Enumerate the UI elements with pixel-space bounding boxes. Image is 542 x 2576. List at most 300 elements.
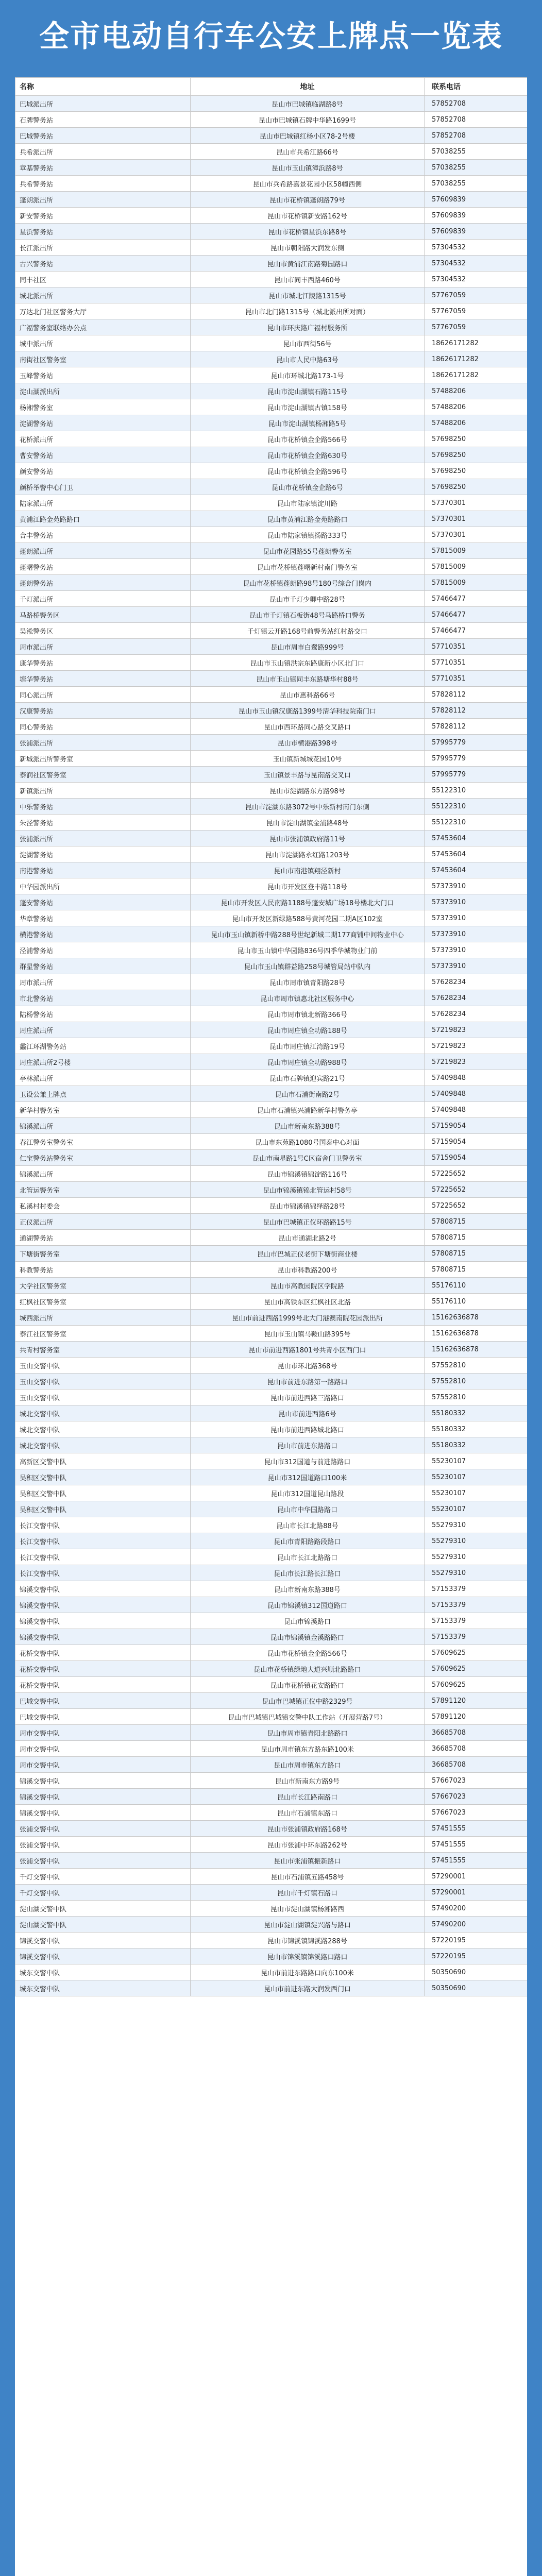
table-row xyxy=(15,1869,528,1885)
name-cell: 万达北门社区警务大厅 xyxy=(15,303,191,319)
table-row xyxy=(15,894,528,910)
address-cell: 昆山市巴城镇石牌中华路1699号 xyxy=(191,112,425,128)
phone-cell: 55180332 xyxy=(425,1421,528,1437)
table-row xyxy=(15,1597,528,1613)
name-cell: 淀山湖交警中队 xyxy=(15,1917,191,1933)
phone-cell: 57808715 xyxy=(425,1246,528,1262)
address-cell: 昆山市科教路200号 xyxy=(191,1262,425,1278)
name-cell: 淀山湖派出所 xyxy=(15,383,191,399)
phone-cell: 18626171282 xyxy=(425,367,528,383)
name-cell: 淀山湖交警中队 xyxy=(15,1901,191,1917)
name-cell: 陆杨警务站 xyxy=(15,1006,191,1022)
phone-cell: 57219823 xyxy=(425,1054,528,1070)
table-row xyxy=(15,1549,528,1565)
address-cell: 昆山市周市白鹭路999号 xyxy=(191,639,425,655)
table-row xyxy=(15,176,528,192)
table-row xyxy=(15,415,528,431)
address-cell: 玉山镇新城城花园10号 xyxy=(191,751,425,767)
name-cell: 亭林派出所 xyxy=(15,1070,191,1086)
phone-cell: 57667023 xyxy=(425,1805,528,1821)
name-cell: 吴淞警务区 xyxy=(15,623,191,639)
name-cell: 锦溪交警中队 xyxy=(15,1597,191,1613)
phone-cell: 57219823 xyxy=(425,1022,528,1038)
name-cell: 泰润社区警务室 xyxy=(15,767,191,783)
police-station-table-sheet xyxy=(15,77,527,2576)
address-cell: 昆山市前进西路6号 xyxy=(191,1405,425,1421)
address-cell: 昆山市石浦镇五路458号 xyxy=(191,1869,425,1885)
name-cell: 南港警务站 xyxy=(15,862,191,878)
name-cell: 周市交警中队 xyxy=(15,1757,191,1773)
table-row xyxy=(15,1038,528,1054)
address-cell: 昆山市玉山镇马鞍山路395号 xyxy=(191,1326,425,1342)
name-cell: 城北交警中队 xyxy=(15,1405,191,1421)
phone-cell: 57609625 xyxy=(425,1661,528,1677)
phone-cell: 55279310 xyxy=(425,1533,528,1549)
address-cell: 昆山市惠科路66号 xyxy=(191,687,425,703)
address-cell: 昆山市南港镇翔泾新村 xyxy=(191,862,425,878)
address-cell: 昆山市周市镇东方路东路100米 xyxy=(191,1741,425,1757)
table-row xyxy=(15,1901,528,1917)
address-cell: 昆山市前进东路路口向东100米 xyxy=(191,1964,425,1980)
table-row xyxy=(15,1805,528,1821)
name-cell: 花桥交警中队 xyxy=(15,1645,191,1661)
name-cell: 泰江社区警务室 xyxy=(15,1326,191,1342)
address-cell: 昆山市环北路368号 xyxy=(191,1358,425,1374)
address-cell: 昆山市开发区人民南路1188号蓬安城广场18号楼北大门口 xyxy=(191,894,425,910)
phone-cell: 57220195 xyxy=(425,1948,528,1964)
name-cell: 长江交警中队 xyxy=(15,1517,191,1533)
name-cell: 星浜警务站 xyxy=(15,224,191,240)
name-cell: 蓬朗警务站 xyxy=(15,575,191,591)
address-cell: 昆山市312国道路口100米 xyxy=(191,1469,425,1485)
table-row xyxy=(15,1757,528,1773)
address-cell: 昆山市长江北路88号 xyxy=(191,1517,425,1533)
table-row xyxy=(15,862,528,878)
phone-cell: 57995779 xyxy=(425,735,528,751)
table-row xyxy=(15,1342,528,1358)
address-cell: 昆山市开发区新绿路588号黄河花园二期A区102室 xyxy=(191,910,425,926)
phone-cell: 57153379 xyxy=(425,1581,528,1597)
name-cell: 千灯派出所 xyxy=(15,591,191,607)
table-row xyxy=(15,479,528,495)
phone-cell: 57490200 xyxy=(425,1901,528,1917)
page-title: 全市电动自行车公安上牌点一览表 xyxy=(39,19,503,54)
name-cell: 城东交警中队 xyxy=(15,1980,191,1996)
table-row xyxy=(15,319,528,335)
name-cell: 章基警务站 xyxy=(15,160,191,176)
table-row xyxy=(15,735,528,751)
table-row xyxy=(15,639,528,655)
name-cell: 黄浦江路金苑路路口 xyxy=(15,511,191,527)
table-row xyxy=(15,1437,528,1453)
table-row xyxy=(15,1389,528,1405)
phone-cell: 55230107 xyxy=(425,1485,528,1501)
name-cell: 吴积区交警中队 xyxy=(15,1485,191,1501)
address-cell: 昆山市锦溪镇锦淀路116号 xyxy=(191,1166,425,1182)
name-cell: 马路桥警务区 xyxy=(15,607,191,623)
name-cell: 花桥派出所 xyxy=(15,431,191,447)
table-row xyxy=(15,511,528,527)
phone-cell: 55279310 xyxy=(425,1517,528,1533)
name-cell: 巴城交警中队 xyxy=(15,1693,191,1709)
phone-cell: 55230107 xyxy=(425,1453,528,1469)
address-cell: 昆山市千灯少卿中路28号 xyxy=(191,591,425,607)
table-row xyxy=(15,1964,528,1980)
phone-cell: 57710351 xyxy=(425,655,528,671)
address-cell: 昆山市花桥镇绿地大道兴顺北路路口 xyxy=(191,1661,425,1677)
phone-cell: 57609625 xyxy=(425,1677,528,1693)
table-row xyxy=(15,1070,528,1086)
address-cell: 昆山市巴城镇正仪中路2329号 xyxy=(191,1693,425,1709)
name-cell: 周市交警中队 xyxy=(15,1741,191,1757)
phone-cell: 36685708 xyxy=(425,1725,528,1741)
address-cell: 昆山市周庄镇江湾路19号 xyxy=(191,1038,425,1054)
address-cell: 昆山市花桥镇花安路路口 xyxy=(191,1677,425,1693)
address-cell: 昆山市玉山镇洪宗东路康新小区北门口 xyxy=(191,655,425,671)
phone-cell: 36685708 xyxy=(425,1757,528,1773)
phone-cell: 57225652 xyxy=(425,1166,528,1182)
name-cell: 花桥交警中队 xyxy=(15,1677,191,1693)
table-row xyxy=(15,1054,528,1070)
table-row xyxy=(15,1709,528,1725)
address-cell: 昆山市人民中路63号 xyxy=(191,351,425,367)
name-cell: 汉康警务站 xyxy=(15,703,191,719)
phone-cell: 57373910 xyxy=(425,926,528,942)
phone-cell: 15162636878 xyxy=(425,1326,528,1342)
table-row xyxy=(15,1485,528,1501)
table-row xyxy=(15,1533,528,1549)
phone-cell: 18626171282 xyxy=(425,335,528,351)
name-cell: 玉山交警中队 xyxy=(15,1374,191,1389)
name-cell: 巴城交警中队 xyxy=(15,1709,191,1725)
table-row xyxy=(15,1310,528,1326)
phone-cell: 57373910 xyxy=(425,878,528,894)
name-cell: 通湖警务站 xyxy=(15,1230,191,1246)
table-row xyxy=(15,399,528,415)
name-cell: 新华村警务室 xyxy=(15,1102,191,1118)
phone-cell: 57038255 xyxy=(425,144,528,160)
table-row xyxy=(15,1629,528,1645)
phone-cell: 57995779 xyxy=(425,767,528,783)
name-cell: 中华园派出所 xyxy=(15,878,191,894)
address-cell: 昆山市东苑路1080号国泰中心对面 xyxy=(191,1134,425,1150)
address-cell: 昆山市玉山镇漳浜路8号 xyxy=(191,160,425,176)
name-cell: 兵希派出所 xyxy=(15,144,191,160)
name-cell: 锦溪交警中队 xyxy=(15,1805,191,1821)
phone-cell: 57808715 xyxy=(425,1262,528,1278)
address-cell: 昆山市长江北路路口 xyxy=(191,1549,425,1565)
name-cell: 吴积区交警中队 xyxy=(15,1501,191,1517)
phone-cell: 55122310 xyxy=(425,799,528,815)
phone-cell: 57698250 xyxy=(425,463,528,479)
table-row xyxy=(15,431,528,447)
phone-cell: 50350690 xyxy=(425,1964,528,1980)
table-row xyxy=(15,351,528,367)
table-row xyxy=(15,1262,528,1278)
name-cell: 锦溪派出所 xyxy=(15,1118,191,1134)
address-cell: 昆山市巴城镇正仪环路路15号 xyxy=(191,1214,425,1230)
address-cell: 昆山市玉山镇中华园路836号四季华城物业门前 xyxy=(191,942,425,958)
table-row xyxy=(15,575,528,591)
phone-cell: 55122310 xyxy=(425,783,528,799)
phone-cell: 57153379 xyxy=(425,1597,528,1613)
table-row xyxy=(15,1725,528,1741)
phone-cell: 57609839 xyxy=(425,208,528,224)
address-cell: 昆山市同丰西路460号 xyxy=(191,272,425,287)
address-cell: 昆山市花桥镇新安路162号 xyxy=(191,208,425,224)
name-cell: 群星警务站 xyxy=(15,958,191,974)
name-cell: 红枫社区警务室 xyxy=(15,1294,191,1310)
table-row xyxy=(15,655,528,671)
table-row xyxy=(15,958,528,974)
name-cell: 锦溪交警中队 xyxy=(15,1629,191,1645)
phone-cell: 57609625 xyxy=(425,1645,528,1661)
address-cell: 昆山市黄浦江路金苑路路口 xyxy=(191,511,425,527)
address-cell: 昆山市石浦街南路2号 xyxy=(191,1086,425,1102)
table-row xyxy=(15,1022,528,1038)
table-row xyxy=(15,1102,528,1118)
address-cell: 昆山市环城北路173-1号 xyxy=(191,367,425,383)
phone-cell: 57995779 xyxy=(425,751,528,767)
name-cell: 兵希警务站 xyxy=(15,176,191,192)
name-cell: 同丰社区 xyxy=(15,272,191,287)
name-cell: 新镇派出所 xyxy=(15,783,191,799)
phone-cell: 57290001 xyxy=(425,1869,528,1885)
police-station-table xyxy=(15,77,527,1996)
table-row xyxy=(15,383,528,399)
address-cell: 昆山市淀山湖镇杨湘路西 xyxy=(191,1901,425,1917)
name-cell: 锦溪交警中队 xyxy=(15,1581,191,1597)
phone-cell: 55176110 xyxy=(425,1294,528,1310)
table-row xyxy=(15,1134,528,1150)
address-cell: 玉山镇景丰路与昆南路交叉口 xyxy=(191,767,425,783)
address-cell: 昆山市黄浦江南路菊园路口 xyxy=(191,256,425,272)
table-row xyxy=(15,287,528,303)
table-row xyxy=(15,1166,528,1182)
name-cell: 春江警务室警务室 xyxy=(15,1134,191,1150)
address-cell: 昆山市横港路398号 xyxy=(191,735,425,751)
name-cell: 张浦交警中队 xyxy=(15,1837,191,1853)
address-cell: 昆山市长江路南路口 xyxy=(191,1789,425,1805)
address-cell: 昆山市花桥镇星浜东路8号 xyxy=(191,224,425,240)
table-row xyxy=(15,1326,528,1342)
phone-cell: 57815009 xyxy=(425,575,528,591)
address-cell: 昆山市高铁东区红枫社区北路 xyxy=(191,1294,425,1310)
address-cell: 昆山市石浦镇兴浦路新华村警务亭 xyxy=(191,1102,425,1118)
name-cell: 合丰警务站 xyxy=(15,527,191,543)
table-row xyxy=(15,1006,528,1022)
table-row xyxy=(15,527,528,543)
address-cell: 昆山市花园路55号蓬朗警务室 xyxy=(191,543,425,559)
phone-cell: 57159054 xyxy=(425,1118,528,1134)
address-cell: 昆山市高教园院区学院路 xyxy=(191,1278,425,1294)
name-cell: 新城派出所警务室 xyxy=(15,751,191,767)
address-cell: 昆山市淀湖路永红路1203号 xyxy=(191,846,425,862)
name-cell: 蓬曙警务站 xyxy=(15,559,191,575)
table-row xyxy=(15,703,528,719)
phone-cell: 57828112 xyxy=(425,687,528,703)
phone-cell: 55279310 xyxy=(425,1549,528,1565)
address-cell: 昆山市巴城正仪老街下塘街商业楼 xyxy=(191,1246,425,1262)
table-row xyxy=(15,160,528,176)
phone-cell: 57828112 xyxy=(425,719,528,735)
phone-cell: 15162636878 xyxy=(425,1310,528,1326)
name-cell: 锦溪交警中队 xyxy=(15,1933,191,1948)
table-row xyxy=(15,1645,528,1661)
name-cell: 千灯交警中队 xyxy=(15,1885,191,1901)
phone-cell: 57552810 xyxy=(425,1358,528,1374)
name-cell: 玉山交警中队 xyxy=(15,1389,191,1405)
table-row xyxy=(15,1948,528,1964)
address-cell: 昆山市城北江陵路1315号 xyxy=(191,287,425,303)
phone-cell: 57304532 xyxy=(425,272,528,287)
phone-cell: 57370301 xyxy=(425,495,528,511)
name-cell: 锦溪交警中队 xyxy=(15,1613,191,1629)
table-row xyxy=(15,671,528,687)
table-row xyxy=(15,1837,528,1853)
address-cell: 昆山市长江路长江路口 xyxy=(191,1565,425,1581)
address-cell: 昆山市南星路1号C区宿舍门卫警务室 xyxy=(191,1150,425,1166)
phone-cell: 57370301 xyxy=(425,527,528,543)
address-cell: 昆山市兵希江路66号 xyxy=(191,144,425,160)
table-row xyxy=(15,1661,528,1677)
address-cell: 昆山市锦溪镇312国道路口 xyxy=(191,1597,425,1613)
table-header-row xyxy=(15,78,528,96)
table-row xyxy=(15,799,528,815)
address-cell: 昆山市锦溪路口 xyxy=(191,1613,425,1629)
name-cell: 卫设公兼上牌点 xyxy=(15,1086,191,1102)
name-cell: 长江派出所 xyxy=(15,240,191,256)
name-cell: 玉山交警中队 xyxy=(15,1358,191,1374)
name-cell: 陆家派出所 xyxy=(15,495,191,511)
table-row xyxy=(15,926,528,942)
table-row xyxy=(15,1741,528,1757)
phone-cell: 55279310 xyxy=(425,1565,528,1581)
phone-cell: 57710351 xyxy=(425,671,528,687)
phone-cell: 55230107 xyxy=(425,1469,528,1485)
name-cell: 周市交警中队 xyxy=(15,1725,191,1741)
table-row xyxy=(15,990,528,1006)
table-row xyxy=(15,719,528,735)
phone-cell: 57808715 xyxy=(425,1214,528,1230)
address-cell: 昆山市花桥镇蓬朗路79号 xyxy=(191,192,425,208)
table-row xyxy=(15,256,528,272)
phone-cell: 57628234 xyxy=(425,974,528,990)
phone-cell: 55230107 xyxy=(425,1501,528,1517)
table-row xyxy=(15,128,528,144)
table-row xyxy=(15,1677,528,1693)
phone-cell: 57552810 xyxy=(425,1374,528,1389)
address-cell: 昆山市前进西路1801号共青小区西门口 xyxy=(191,1342,425,1358)
table-row xyxy=(15,1405,528,1421)
phone-cell: 55122310 xyxy=(425,815,528,831)
table-row xyxy=(15,303,528,319)
name-cell: 城西派出所 xyxy=(15,1310,191,1326)
phone-cell: 57220195 xyxy=(425,1933,528,1948)
address-cell: 昆山市张浦镇政府路168号 xyxy=(191,1821,425,1837)
table-row xyxy=(15,878,528,894)
address-cell: 昆山市开发区登丰路118号 xyxy=(191,878,425,894)
name-cell: 吴积区交警中队 xyxy=(15,1469,191,1485)
table-row xyxy=(15,1453,528,1469)
address-cell: 昆山市前进西路1999号北大门港澳南院花园派出所 xyxy=(191,1310,425,1326)
name-cell: 同心派出所 xyxy=(15,687,191,703)
column-header-phone: 联系电话 xyxy=(425,78,528,96)
name-cell: 长江交警中队 xyxy=(15,1533,191,1549)
address-cell: 昆山市石牌镇迎宾路21号 xyxy=(191,1070,425,1086)
name-cell: 康华警务站 xyxy=(15,655,191,671)
address-cell: 昆山市花桥镇金企路566号 xyxy=(191,431,425,447)
address-cell: 昆山市新南东方路9号 xyxy=(191,1773,425,1789)
address-cell: 昆山市周庄镇全功路988号 xyxy=(191,1054,425,1070)
phone-cell: 57609839 xyxy=(425,192,528,208)
address-cell: 昆山市玉山镇群益路258号城管局站中队内 xyxy=(191,958,425,974)
name-cell: 锦溪派出所 xyxy=(15,1166,191,1182)
name-cell: 城中派出所 xyxy=(15,335,191,351)
address-cell: 昆山市千灯镇石板街48号马路桥口警务 xyxy=(191,607,425,623)
phone-cell: 57609839 xyxy=(425,224,528,240)
name-cell: 广福警务室联络办公点 xyxy=(15,319,191,335)
name-cell: 张浦交警中队 xyxy=(15,1821,191,1837)
address-cell: 昆山市兵希路嘉景花园小区58幢西侧 xyxy=(191,176,425,192)
phone-cell: 57466477 xyxy=(425,591,528,607)
name-cell: 石牌警务站 xyxy=(15,112,191,128)
phone-cell: 57159054 xyxy=(425,1134,528,1150)
phone-cell: 57409848 xyxy=(425,1102,528,1118)
address-cell: 昆山市花桥镇蓬曙新村南门警务室 xyxy=(191,559,425,575)
name-cell: 颜安警务站 xyxy=(15,463,191,479)
table-row xyxy=(15,1885,528,1901)
name-cell: 周市派出所 xyxy=(15,639,191,655)
phone-cell: 57453604 xyxy=(425,846,528,862)
phone-cell: 57373910 xyxy=(425,942,528,958)
name-cell: 科教警务站 xyxy=(15,1262,191,1278)
table-row xyxy=(15,1182,528,1198)
table-row xyxy=(15,767,528,783)
address-cell: 昆山市312国道昆山路段 xyxy=(191,1485,425,1501)
table-row xyxy=(15,495,528,511)
address-cell: 昆山市张浦中环东路262号 xyxy=(191,1837,425,1853)
address-cell: 昆山市新南东路388号 xyxy=(191,1581,425,1597)
address-cell: 昆山市玉山镇新桥中路288号世纪新城二期177商铺中间物业中心 xyxy=(191,926,425,942)
address-cell: 昆山市通湖北路2号 xyxy=(191,1230,425,1246)
table-row xyxy=(15,240,528,256)
address-cell: 昆山市淀山湖镇杨湘路5号 xyxy=(191,415,425,431)
table-row xyxy=(15,623,528,639)
name-cell: 张浦派出所 xyxy=(15,735,191,751)
name-cell: 玉峰警务站 xyxy=(15,367,191,383)
address-cell: 昆山市锦溪镇锦溪路口路口 xyxy=(191,1948,425,1964)
phone-cell: 57159054 xyxy=(425,1150,528,1166)
name-cell: 中乐警务站 xyxy=(15,799,191,815)
name-cell: 长江交警中队 xyxy=(15,1565,191,1581)
table-row xyxy=(15,1469,528,1485)
name-cell: 巴城派出所 xyxy=(15,96,191,112)
address-cell: 昆山市青阳路路段路口 xyxy=(191,1533,425,1549)
name-cell: 北管运警务室 xyxy=(15,1182,191,1198)
address-cell: 昆山市淀山湖镇淀兴路与路口 xyxy=(191,1917,425,1933)
column-header-name: 名称 xyxy=(15,78,191,96)
table-row xyxy=(15,1118,528,1134)
table-row xyxy=(15,831,528,846)
name-cell: 塘华警务站 xyxy=(15,671,191,687)
table-row xyxy=(15,1294,528,1310)
address-cell: 昆山市张浦镇政府路11号 xyxy=(191,831,425,846)
phone-cell: 55180332 xyxy=(425,1405,528,1421)
address-cell: 昆山市朝阳路大润发东侧 xyxy=(191,240,425,256)
table-row xyxy=(15,1853,528,1869)
table-row xyxy=(15,815,528,831)
